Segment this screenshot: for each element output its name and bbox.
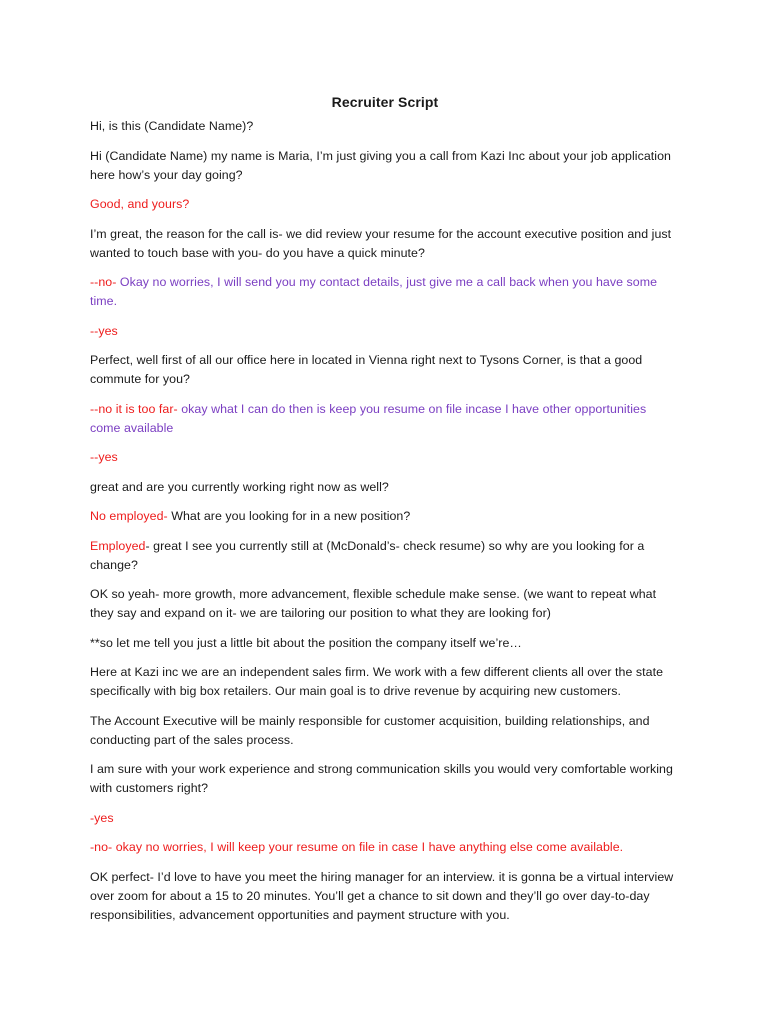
script-paragraph bbox=[90, 809, 680, 828]
script-paragraph bbox=[90, 273, 680, 311]
paragraph-segment-black: great and are you currently working right now as well? bbox=[90, 479, 389, 494]
paragraph-segment-black: I am sure with your work experience and strong communication skills you would very comfortable working with customers right? bbox=[90, 762, 673, 795]
paragraph-segment-black: Hi, is this (Candidate Name)? bbox=[90, 119, 254, 133]
document-body bbox=[90, 117, 680, 925]
paragraph-segment-red: --yes bbox=[90, 450, 118, 464]
paragraph-segment-red: No employed- bbox=[90, 509, 172, 523]
paragraph-segment-black: Here at Kazi inc we are an independent sales firm. We work with a few different clients all over the state specifically with big box retailers. Our main goal is to drive revenue by acquiring new customers. bbox=[90, 665, 664, 698]
paragraph-segment-black: The Account Executive will be mainly responsible for customer acquisition, building relationships, and conducting part of the sales process. bbox=[90, 713, 650, 747]
script-paragraph bbox=[90, 507, 680, 526]
script-paragraph bbox=[90, 225, 680, 263]
paragraph-segment-red: Employed bbox=[90, 538, 146, 553]
paragraph-segment-red: --no it is too far- bbox=[90, 401, 182, 416]
script-paragraph bbox=[90, 537, 680, 575]
paragraph-segment-black: - great I see you currently still at (McDonald’s- check resume) so why are you looking for a change? bbox=[90, 538, 645, 572]
script-paragraph bbox=[90, 400, 680, 438]
script-paragraph bbox=[90, 712, 680, 750]
paragraph-segment-purple: Okay no worries, I will send you my contact details, just give me a call back when you have some time. bbox=[90, 275, 658, 308]
paragraph-segment-red: --yes bbox=[90, 323, 118, 338]
script-paragraph bbox=[90, 117, 680, 136]
script-paragraph bbox=[90, 448, 680, 467]
script-paragraph bbox=[90, 322, 680, 341]
paragraph-segment-red: Good, and yours? bbox=[90, 197, 190, 211]
script-paragraph bbox=[90, 838, 680, 857]
paragraph-segment-black: What are you looking for in a new position? bbox=[171, 509, 411, 523]
script-paragraph bbox=[90, 868, 680, 925]
script-paragraph bbox=[90, 634, 680, 653]
paragraph-segment-red: --no- bbox=[90, 275, 120, 289]
document-title: Recruiter Script bbox=[331, 94, 439, 110]
script-paragraph bbox=[90, 147, 680, 185]
paragraph-segment-black: OK perfect- I’d love to have you meet the hiring manager for an interview. it is gonna be a virtual interview over zoom for about a 15 to 20 minutes. You’ll get a chance to sit down and they’ll go over day-to-day responsibilities, advancement opportunities and payment structure with you. bbox=[90, 869, 674, 922]
paragraph-segment-red: -yes bbox=[90, 810, 114, 825]
paragraph-segment-black: Perfect, well first of all our office here in located in Vienna right next to Tysons Corner, is that a good commute for you? bbox=[90, 353, 643, 386]
paragraph-segment-black: OK so yeah- more growth, more advancement, flexible schedule make sense. (we want to repeat what they say and expand on it- we are tailoring our position to what they are looking for) bbox=[90, 587, 657, 620]
paragraph-segment-black: **so let me tell you just a little bit about the position the company itself we’re… bbox=[90, 635, 522, 650]
script-paragraph bbox=[90, 195, 680, 214]
script-paragraph bbox=[90, 351, 680, 389]
script-paragraph bbox=[90, 478, 680, 497]
paragraph-segment-purple: okay what I can do then is keep you resume on file incase I have other opportunities come available bbox=[90, 401, 647, 435]
paragraph-segment-red: -no- okay no worries, I will keep your resume on file in case I have anything else come available. bbox=[90, 840, 624, 854]
paragraph-segment-black: I’m great, the reason for the call is- we did review your resume for the account executive position and just wanted to touch base with you- do you have a quick minute? bbox=[90, 226, 672, 260]
paragraph-segment-black: Hi (Candidate Name) my name is Maria, I’m just giving you a call from Kazi Inc about your job application here how’s your day going? bbox=[90, 148, 671, 182]
script-paragraph bbox=[90, 585, 680, 623]
script-paragraph bbox=[90, 760, 680, 798]
script-paragraph bbox=[90, 663, 680, 701]
